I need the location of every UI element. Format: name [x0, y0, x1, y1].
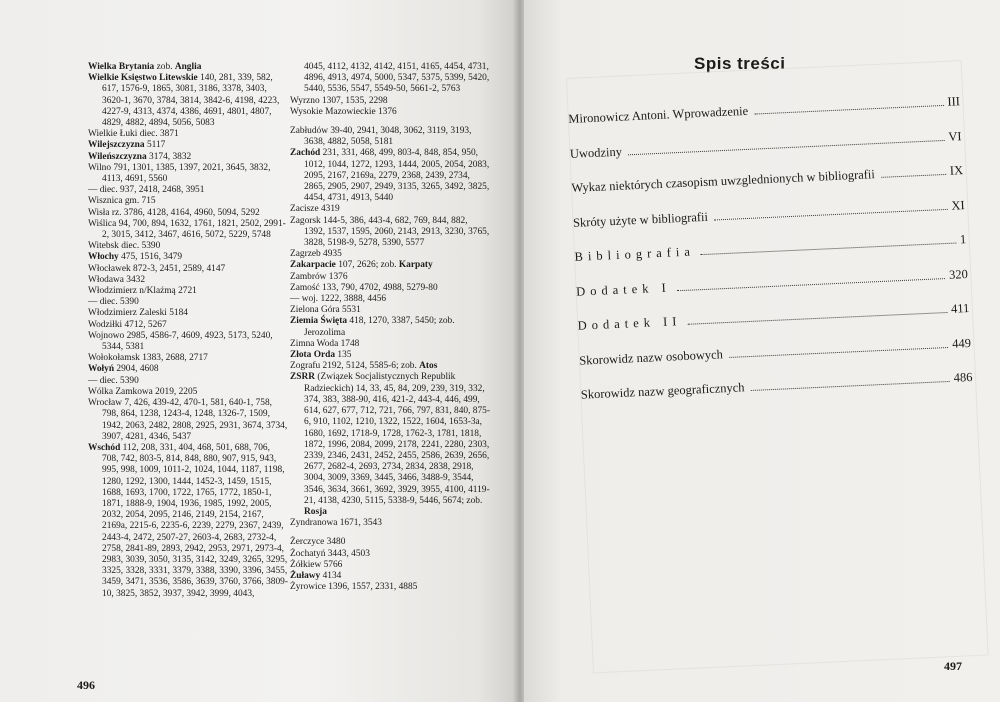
- index-entry-text: 475, 1516, 3479: [118, 252, 183, 263]
- index-entry-text: Wólka Zamkowa 2019, 2205: [88, 386, 198, 397]
- index-entry-text: zob.: [154, 62, 175, 72]
- toc-row-leader-dots: [701, 243, 956, 256]
- index-entry: [88, 152, 288, 163]
- index-entry-text: 5117: [144, 140, 166, 151]
- index-entry-text: Wysokie Mazowieckie 1376: [290, 106, 397, 117]
- index-entry: [88, 364, 288, 375]
- index-entry-heading: Wileńszczyzna: [88, 151, 147, 162]
- index-entry-text: — diec. 5390: [88, 297, 139, 308]
- index-entry: [88, 286, 288, 297]
- index-entry: [88, 353, 288, 364]
- toc-title: Spis treści: [694, 54, 786, 73]
- index-entry: [290, 549, 490, 560]
- index-entry-text: Witebsk diec. 5390: [88, 241, 161, 252]
- index-entry-text: Zacisze 4319: [290, 204, 340, 215]
- index-entry-reference: Atos: [419, 361, 438, 372]
- index-entry-text: Wyrzno 1307, 1535, 2298: [290, 95, 388, 106]
- index-entry: [290, 339, 490, 350]
- index-entry-text: Zambrów 1376: [290, 271, 348, 282]
- toc-row-label: Skorowidz nazw osobowych: [578, 346, 724, 368]
- index-entry: [290, 294, 490, 305]
- toc-row-label: Wykaz niektórych czasopism uwzglednionych w bibliografii: [571, 167, 876, 195]
- index-entry-text: Włocławek 872-3, 2451, 2589, 4147: [88, 263, 226, 274]
- index-entry: [88, 264, 288, 275]
- index-entry: [290, 537, 490, 548]
- index-entry: [88, 252, 288, 263]
- index-entry-text: Wiślica 94, 700, 894, 1632, 1761, 1821, 2502, 2991-2, 3015, 3412, 3467, 4616, 5072, 5229, 5748: [88, 218, 286, 241]
- index-entry: [88, 387, 288, 398]
- toc-row-label: Skróty użyte w bibliografii: [572, 209, 709, 230]
- index-entry: [88, 129, 288, 140]
- index-entry: [88, 308, 288, 319]
- toc-row-leader-dots: [881, 174, 946, 178]
- toc-row-leader-dots: [751, 381, 950, 391]
- index-entry: [290, 260, 490, 271]
- index-entry-text: Włodzimierz n/Klaźmą 2721: [88, 286, 197, 297]
- index-entry: [290, 582, 490, 593]
- index-entry-text: 112, 208, 331, 404, 468, 501, 688, 706, 708, 742, 803-5, 814, 848, 880, 907, 915, 943, 995, 998, 1009, 1011-2, 1024, 1044, 1187, 1198, 1280, 1292, 1300, 1444, 1452-3, 1459, 1515, 1688, 1693, 1700, 1722, 1765, 1772, 1850-1, 1871, 1888-9, 1904, 1936, 1985, 1992, 2005, 2032, 2054, 2095, 2146, 2149, 2154, 2167, 2169a, 2215-6, 2235-6, 2239, 2279, 2367, 2439, 2443-4, 2472, 2507-27, 2603-4, 2683, 2732-4, 2758, 2841-89, 2893, 2942, 2953, 2971, 2973-4, 2983, 3039, 3050, 3135, 3142, 3249, 3265, 3295, 3325, 3328, 3331, 3379, 3388, 3390, 3396, 3455, 3459, 3471, 3536, 3586, 3639, 3760, 3766, 3809-10, 3825, 3852, 3937, 3942, 3999, 4043,: [102, 442, 288, 599]
- index-entry-heading: Włochy: [88, 252, 119, 263]
- index-entry-text: Wisznica gm. 715: [88, 196, 156, 207]
- index-entry-text: (Związek Socjalistycznych Republik Radzieckich) 14, 33, 45, 84, 209, 239, 319, 332, 374, 383, 388-90, 416, 421-2, 443-4, 446, 499, 614, 627, 677, 712, 721, 766, 797, 831, 840, 875-6, 910, 1102, 1210, 1322, 1522, 1604, 1653-3a, 1680, 1692, 1718-9, 1728, 1762-3, 1781, 1818, 1872, 1996, 2084, 2099, 2178, 2241, 2280, 2303, 2339, 2346, 2431, 2452, 2455, 2586, 2639, 2656, 2677, 2682-4, 2693, 2734, 2834, 2838, 2918, 3004, 3009, 3369, 3445, 3466, 3488-9, 3544, 3546, 3634, 3661, 3692, 3929, 3955, 4100, 4119-21, 4138, 4230, 5115, 5338-9, 5446, 5674; zob.: [304, 372, 490, 506]
- index-entry-text: Zimna Woda 1748: [290, 338, 360, 349]
- toc-row-leader-dots: [714, 208, 948, 220]
- index-entry: [290, 62, 490, 96]
- index-entry-heading: Ziemia Święta: [290, 316, 348, 327]
- toc-row-page: IX: [949, 163, 964, 178]
- toc-row-label: Uwodziny: [569, 144, 623, 161]
- index-entry: [88, 62, 288, 73]
- index-entry: [290, 216, 490, 250]
- index-entry-reference: Anglia: [174, 62, 202, 72]
- index-entry-text: Włodzimierz Zaleski 5184: [88, 308, 188, 319]
- index-entry-text: 2904, 4608: [114, 364, 159, 375]
- index-entry-heading: Zakarpacie: [290, 260, 336, 271]
- index-entry: [290, 518, 490, 529]
- toc-row-page: XI: [951, 197, 965, 213]
- index-entry-heading: Żuławy: [290, 570, 321, 581]
- index-entry: [88, 219, 288, 241]
- index-entry-text: Włodawa 3432: [88, 274, 146, 285]
- toc-row-page: 411: [950, 301, 970, 316]
- index-entry: [88, 398, 288, 443]
- index-entry-heading: Wilejszczyzna: [88, 140, 145, 151]
- index-entry: [290, 305, 490, 316]
- index-entry-text: Żyrowice 1396, 1557, 2331, 4885: [290, 582, 418, 593]
- index-entry-text: Wodziłki 4712, 5267: [88, 319, 167, 330]
- index-entry-text: Wielkie Łuki diec. 3871: [88, 129, 179, 140]
- index-entry-text: Wilno 791, 1301, 1385, 1397, 2021, 3645, 3832, 4113, 4691, 5560: [88, 162, 271, 185]
- index-column-1: [88, 62, 288, 600]
- index-entry: [290, 272, 490, 283]
- toc-row-label: Mironowicz Antoni. Wprowadzenie: [568, 103, 749, 126]
- index-entry-text: Zielona Góra 5531: [290, 305, 361, 316]
- index-entry-text: 140, 281, 339, 582, 617, 1576-9, 1865, 3081, 3186, 3378, 3403, 3620-1, 3670, 3784, 3814, 3842-6, 4198, 4223, 4227-9, 4313, 4374, 4386, 4691, 4801, 4807, 4829, 4882, 4894, 5056, 5083: [102, 73, 280, 129]
- toc-row-page: III: [947, 94, 961, 109]
- index-entry-text: 3174, 3832: [146, 151, 192, 162]
- index-entry: [290, 560, 490, 571]
- toc-row-page: 486: [953, 369, 973, 385]
- index-entry-text: Zamość 133, 790, 4702, 4988, 5279-80: [290, 282, 438, 293]
- index-entry-text: Zyndranowa 1671, 3543: [290, 518, 382, 529]
- index-entry: [88, 241, 288, 252]
- toc-row-page: VI: [947, 128, 962, 144]
- index-entry-text: 107, 2626; zob.: [335, 260, 399, 271]
- toc-row-page: 320: [948, 266, 969, 282]
- index-entry: [88, 208, 288, 219]
- index-entry: [290, 96, 490, 107]
- index-entry-reference: Karpaty: [398, 260, 433, 271]
- index-entry-text: Wojnowo 2985, 4586-7, 4609, 4923, 5173, 5240, 5344, 5381: [88, 330, 273, 353]
- index-entry: [88, 376, 288, 387]
- index-entry: [88, 331, 288, 353]
- table-of-contents: [568, 94, 974, 422]
- toc-row-label: Dodatek I: [575, 280, 672, 299]
- index-entry: [290, 361, 490, 372]
- index-entry-text: 231, 331, 468, 499, 803-4, 848, 854, 950, 1012, 1044, 1272, 1293, 1444, 2005, 2054, 2083, 2095, 2167, 2169a, 2279, 2368, 2439, 2734, 2865, 2905, 2907, 2949, 3135, 3265, 3492, 3825, 4454, 4731, 4913, 5440: [304, 148, 490, 204]
- index-entry-text: 4045, 4112, 4132, 4142, 4151, 4165, 4454, 4731, 4896, 4913, 4974, 5000, 5347, 5375, 5399, 5420, 5440, 5536, 5547, 5549-50, 5661-2, 5763: [304, 62, 490, 95]
- index-entry-text: 418, 1270, 3387, 5450; zob. Jerozolima: [304, 316, 455, 338]
- toc-row-leader-dots: [754, 105, 943, 115]
- index-entry: [290, 571, 490, 582]
- index-entry: [290, 372, 490, 518]
- toc-row-page: 1: [959, 232, 967, 247]
- index-entry: [88, 443, 288, 600]
- index-entry: [88, 140, 288, 151]
- index-entry-text: 4134: [320, 570, 342, 581]
- index-entry: [88, 297, 288, 308]
- index-entry-text: Zagrzeb 4935: [290, 249, 342, 260]
- toc-row-label: Dodatek II: [577, 314, 682, 333]
- index-entry-text: Wisła rz. 3786, 4128, 4164, 4960, 5094, 5292: [88, 207, 260, 218]
- index-entry-text: Wrocław 7, 426, 439-42, 470-1, 581, 640-1, 758, 798, 864, 1238, 1243-4, 1248, 1326-7, 1509, 1942, 2063, 2482, 2808, 2925, 2931, 3674, 3734, 3907, 4281, 4346, 5437: [88, 398, 288, 442]
- toc-row-label: Skorowidz nazw geograficznych: [580, 380, 745, 402]
- index-entry: [290, 316, 490, 338]
- index-entry: [88, 73, 288, 129]
- index-entry: [290, 126, 490, 148]
- index-entry-heading: Zachód: [290, 148, 321, 159]
- index-column-2: [290, 62, 490, 593]
- index-entry: [290, 107, 490, 118]
- index-entry-text: — diec. 937, 2418, 2468, 3951: [88, 185, 205, 196]
- index-entry-heading: Wołyń: [88, 364, 115, 375]
- index-entry-text: Zabłudów 39-40, 2941, 3048, 3062, 3119, 3193, 3638, 4882, 5058, 5181: [290, 126, 472, 148]
- index-entry: [290, 283, 490, 294]
- index-entry: [88, 163, 288, 185]
- index-entry: [88, 320, 288, 331]
- index-entry: [290, 148, 490, 204]
- index-entry-heading: ZSRR: [290, 372, 316, 383]
- index-entry-text: Żółkiew 5766: [290, 559, 343, 570]
- index-entry-text: 135: [335, 350, 352, 361]
- toc-row-leader-dots: [729, 346, 948, 357]
- toc-row-leader-dots: [628, 139, 944, 154]
- left-page-number: 496: [77, 678, 95, 692]
- index-entry-text: Zagorsk 144-5, 386, 443-4, 682, 769, 844, 882, 1392, 1537, 1595, 2060, 2143, 2913, 3230, 3765, 3828, 5198-9, 5278, 5390, 5577: [290, 215, 490, 249]
- index-entry-text: Zografu 2192, 5124, 5585-6; zob.: [290, 361, 420, 372]
- toc-row-leader-dots: [688, 312, 948, 325]
- toc-row-label: Bibliografia: [574, 244, 696, 264]
- index-entry-text: Żochatyń 3443, 4503: [290, 548, 370, 559]
- index-entry-text: Wołokołamsk 1383, 2688, 2717: [88, 353, 208, 364]
- index-entry: [88, 185, 288, 196]
- index-entry: [88, 275, 288, 286]
- index-entry: [290, 249, 490, 260]
- index-entry-heading: Wielkie Księstwo Litewskie: [88, 73, 198, 84]
- toc-row-leader-dots: [677, 278, 945, 291]
- toc-row-page: 449: [951, 335, 972, 351]
- index-entry: [290, 204, 490, 215]
- right-page-number: 497: [944, 659, 962, 673]
- index-entry-heading: Wschód: [88, 442, 121, 453]
- index-entry-text: — woj. 1222, 3888, 4456: [290, 294, 387, 305]
- index-entry-heading: Wielka Brytania: [88, 62, 155, 72]
- index-entry-reference: Rosja: [304, 506, 327, 517]
- index-entry-text: — diec. 5390: [88, 375, 139, 386]
- index-entry: [290, 350, 490, 361]
- index-entry: [88, 196, 288, 207]
- index-entry-text: Żerczyce 3480: [290, 537, 346, 548]
- index-entry-heading: Złota Orda: [290, 350, 336, 361]
